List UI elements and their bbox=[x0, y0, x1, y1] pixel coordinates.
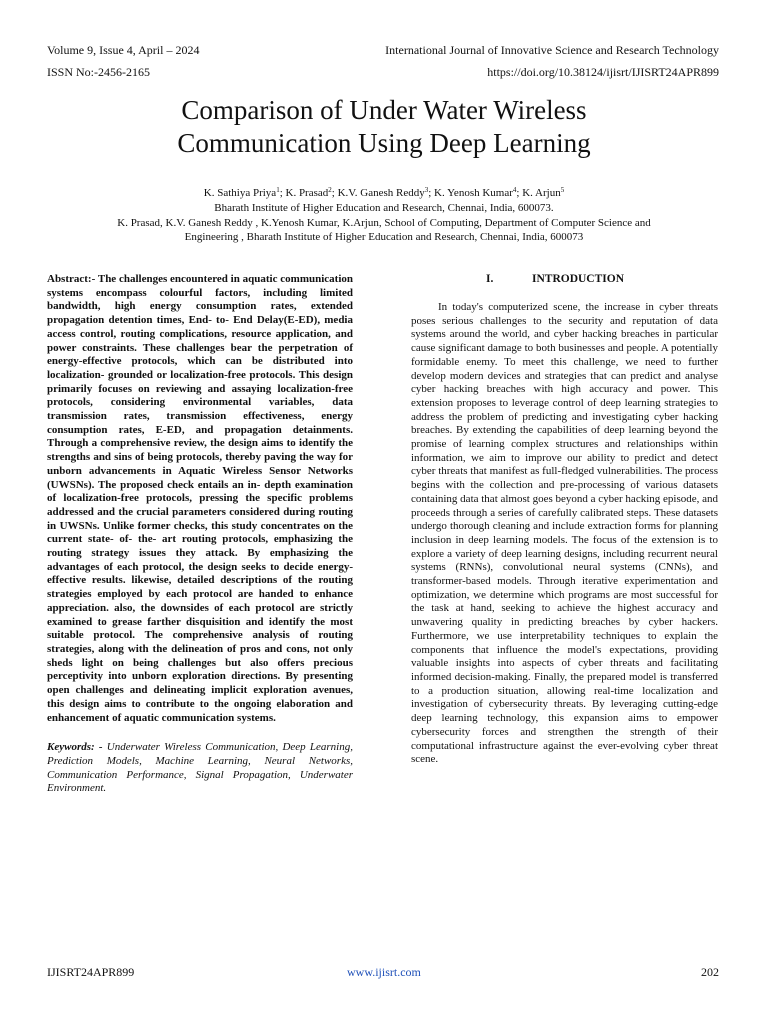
author-block bbox=[50, 186, 718, 245]
author-name: ; K. Arjun bbox=[516, 187, 561, 199]
author-name: ; K. Yenosh Kumar bbox=[428, 187, 513, 199]
author-name: ; K. Prasad bbox=[279, 187, 329, 199]
author-name: K. Sathiya Priya bbox=[203, 187, 277, 199]
author-superscript: 4 bbox=[512, 186, 517, 194]
institution: Bharath Institute of Higher Education and Research, Chennai, India, 600073. bbox=[214, 201, 554, 214]
issn: ISSN No:-2456-2165 bbox=[47, 65, 151, 79]
journal-name: International Journal of Innovative Science and Research Technology bbox=[385, 43, 719, 57]
author-superscript: 2 bbox=[328, 186, 332, 194]
section-title: INTRODUCTION bbox=[532, 273, 625, 285]
author-superscript: 1 bbox=[276, 186, 280, 194]
title-line-2: Communication Using Deep Learning bbox=[177, 128, 591, 158]
section-heading bbox=[411, 273, 718, 287]
author-superscript: 5 bbox=[560, 186, 565, 194]
volume-issue: Volume 9, Issue 4, April – 2024 bbox=[47, 43, 200, 57]
affiliation-line-1: K. Prasad, K.V. Ganesh Reddy , K.Yenosh Kumar, K.Arjun, School of Computing, Department of Computer Science and bbox=[117, 216, 651, 229]
author-name: ; K.V. Ganesh Reddy bbox=[331, 187, 425, 199]
author-list bbox=[50, 186, 718, 201]
abstract: Abstract:- The challenges encountered in aquatic communication systems encompass colourful factors, including limited bandwidth, high energy consumption rates, extended propagation detention times, End- to- End Delay(E-ED), media access control, routing complications, resource application, and power constraints. These challenges bear the perpetration of energy-effective protocols, which can be distributed into localization- grounded or localization-free protocols. This design primarily focuses on reviewing and assaying localization-free protocols, considering environmental variables, data transmission rates, transmission effectiveness, energy consumption rates, E-ED, and propagation detainments. Through a comprehensive review, the design aims to identify the strengths and sins of being protocols, thereby paving the way for unborn advancements in Aquatic Wireless Sensor Networks (UWSNs). The proposed check entails an in- depth examination of localization-free protocols, pressing the specific problems addressed and the crucial parameters considered during routing in UWSNs. Unlike former checks, this study concentrates on the current state- of- the- art routing protocols, emphasizing the routing strategy issues they attack. By emphasizing the advantages of each protocol, the design seeks to decide energy-effective results. likewise, detailed descriptions of the routing strategies employed by each protocol are handed to enhance appreciation. also, the downsides of each protocol are strictly examined to grease farther disquisition and identify the most suitable protocol. The comprehensive analysis of routing strategies, along with the delineation of pros and cons, not only sheds light on being challenges but also offers precious perceptivity into unborn exploration directions. By presenting open challenges and delineating implicit exploration avenues, this design aims to contribute to the ongoing elaboration and enhancement of aquatic communication systems. bbox=[47, 273, 353, 724]
footer-url-link[interactable]: www.ijisrt.com bbox=[347, 965, 421, 979]
author-superscript: 3 bbox=[424, 186, 429, 194]
left-column bbox=[47, 273, 353, 796]
keywords bbox=[47, 741, 353, 796]
paper-title bbox=[60, 94, 708, 160]
affiliation-line-2: Engineering , Bharath Institute of Higher Education and Research, Chennai, India, 600073 bbox=[184, 231, 584, 244]
keywords-text: Underwater Wireless Communication, Deep Learning, Prediction Models, Machine Learning, Neural Networks, Communication Performance, Signal Propagation, Underwater Environment. bbox=[47, 741, 353, 795]
section-number: I. bbox=[486, 273, 494, 285]
right-column bbox=[411, 273, 718, 767]
page-number: 202 bbox=[701, 965, 719, 979]
doi-link[interactable]: https://doi.org/10.38124/ijisrt/IJISRT24APR899 bbox=[487, 65, 719, 79]
footer-paper-id: IJISRT24APR899 bbox=[47, 965, 135, 979]
keywords-label: Keywords: - bbox=[47, 741, 103, 754]
title-line-1: Comparison of Under Water Wireless bbox=[181, 95, 587, 125]
introduction-paragraph: In today's computerized scene, the increase in cyber threats poses serious challenges to the security and reputation of data systems around the world, and cyber hacking breaches in particular cause significant damage to both businesses and people. A potentially formidable enemy. To meet this challenge, we need to further develop modern devices and strategies that can predict and analyse cyber hacking breaches with high accuracy and power. This extension proposes to leverage control of deep learning strategies to address the problem of predicting and investigating cyber hacking breaches. By extending the capabilities of deep learning beyond the promise of learning complex structures and relationships within information, we aim to improve our ability to predict and detect cyber threats that manifest as full-fledged vulnerabilities. The process begins with the collection and pre-processing of various datasets containing data that almost goes beyond a cyber hacking episode, and proceeds through a series of carefully calibrated steps. These datasets undergo thorough cleaning and include extraction forms for planning inclusion in deep learning models. The focus of the extension is to explore a variety of deep learning designs, including recurrent neural systems (RNNs), convolutional neural systems (CNNs), and transformer-based models. Through iterative experimentation and optimization, we determine which programs are most successful for the task at hand, seeking to achieve the highest accuracy and unwavering quality in predicting breaches by cyber hackers. Furthermore, we use interpretability techniques to explain the components that influence the model's expectations, providing valuable insights into aspects of cyber threats and facilitating informed decision-making. Finally, the prepared model is transferred to a production situation, allowing real-time localization and investigation of cybersecurity threats. By leveraging cutting-edge deep learning technology, this expansion aims to empower cybersecurity forces and strengthen the strength of their computational infrastructure against the ever-evolving cyber threat scene. bbox=[411, 301, 718, 766]
